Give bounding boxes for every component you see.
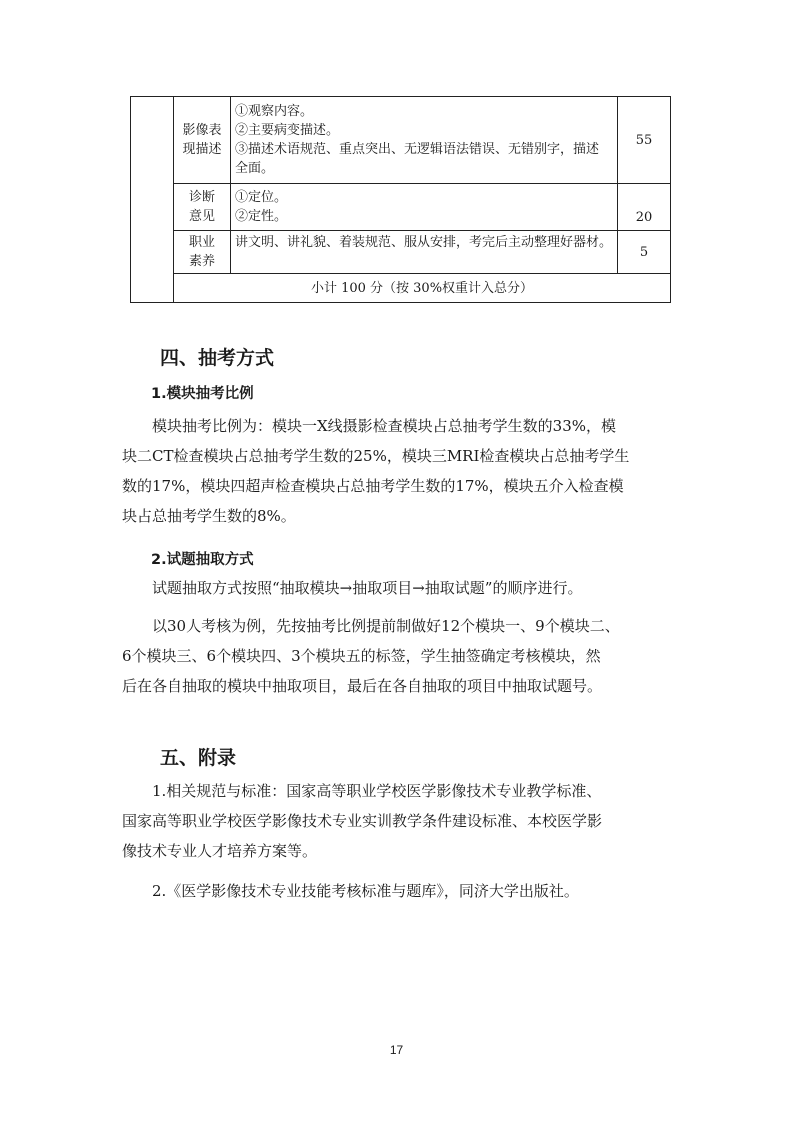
section4-sub1-heading: 1.模块抽考比例 — [151, 386, 254, 402]
section4-heading: 四、抽考方式 — [160, 347, 275, 369]
row-score-imaging: 55 — [618, 97, 671, 184]
table-row — [131, 274, 671, 303]
table-row — [131, 97, 671, 184]
scoring-table — [130, 96, 671, 303]
table-row — [131, 184, 671, 231]
section5-heading: 五、附录 — [160, 747, 237, 769]
table-row — [131, 231, 671, 274]
row-label-diagnosis: 诊断 意见 — [174, 184, 231, 231]
row-label-imaging: 影像表 现描述 — [174, 97, 231, 184]
merged-blank-cell — [131, 97, 174, 303]
section4-sub1-paragraph: 模块抽考比例为：模块一X线摄影检查模块占总抽考学生数的33%，模 块二CT检查模块占总抽考学生数的25%，模块三MRI检查模块占总抽考学生 数的17%，模块四超声检查模块占总抽考学生数的17%，模块五介入检查模 块占总抽考学生数的8%。 — [122, 417, 630, 525]
row-content-professionalism: 讲文明、讲礼貌、着装规范、服从安排，考完后主动整理好器材。 — [231, 231, 618, 274]
section4-sub2-paragraph2: 以30人考核为例，先按抽考比例提前制做好12个模块一、9个模块二、 6个模块三、6个模块四、3个模块五的标签，学生抽签确定考核模块，然 后在各自抽取的模块中抽取项目，最后在各自抽取的项目中抽取试题号。 — [122, 617, 620, 695]
section4-sub2-paragraph1: 试题抽取方式按照“抽取模块→抽取项目→抽取试题”的顺序进行。 — [152, 579, 583, 597]
row-content-imaging: ①观察内容。 ②主要病变描述。 ③描述术语规范、重点突出、无逻辑语法错误、无错别字，描述 全面。 — [231, 97, 618, 184]
row-label-professionalism: 职业 素养 — [174, 231, 231, 274]
appendix-item2: 2.《医学影像技术专业技能考核标准与题库》，同济大学出版社。 — [152, 882, 579, 900]
section4-sub2-heading: 2.试题抽取方式 — [151, 552, 254, 568]
row-content-diagnosis: ①定位。 ②定性。 — [231, 184, 618, 231]
row-score-professionalism: 5 — [618, 231, 671, 274]
subtotal-cell: 小计 100 分（按 30%权重计入总分） — [174, 274, 671, 303]
appendix-item1: 1.相关规范与标准：国家高等职业学校医学影像技术专业教学标准、 国家高等职业学校医学影像技术专业实训教学条件建设标准、本校医学影 像技术专业人才培养方案等。 — [122, 782, 603, 860]
row-score-diagnosis: 20 — [618, 184, 671, 231]
scoring-table-wrapper — [130, 96, 664, 303]
page-number: 17 — [389, 1043, 404, 1057]
